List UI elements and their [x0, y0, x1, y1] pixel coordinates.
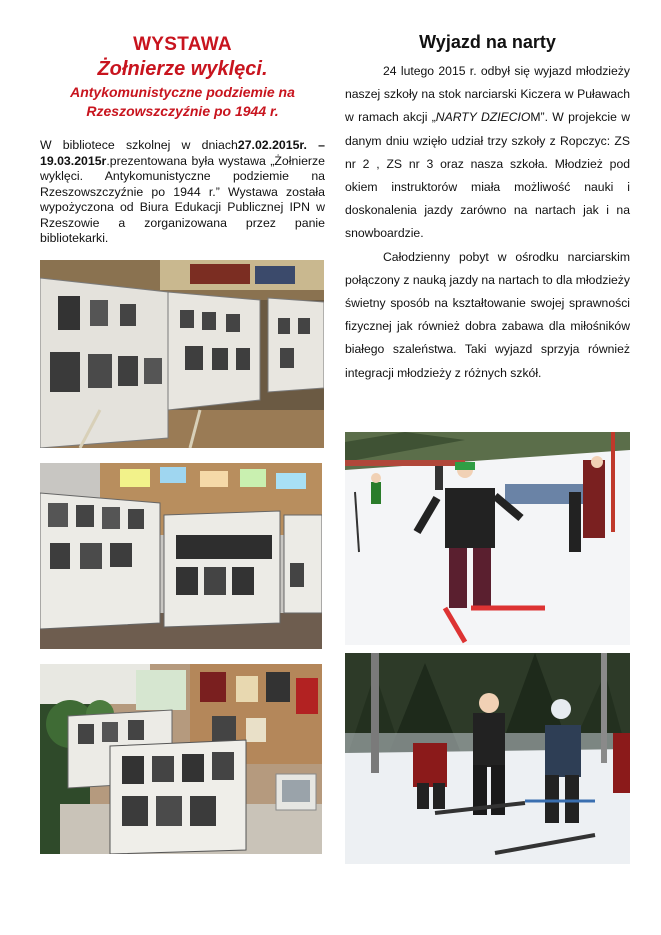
- ski-trip-heading: Wyjazd na narty: [419, 32, 556, 52]
- exhibition-subtitle: [40, 83, 325, 121]
- date-to: 19.03.2015r: [40, 153, 107, 168]
- exhibition-description: [40, 138, 325, 247]
- exhibition-subtitle-line2: Rzeszowszczyźnie po 1944 r.: [86, 103, 279, 119]
- exhibition-photo-3: [40, 664, 322, 854]
- exhibition-text-start: W bibliotece szkolnej w dniach: [40, 138, 238, 152]
- action-name: NARTY DZIECIO: [435, 110, 531, 125]
- exhibition-heading: WYSTAWA: [133, 34, 232, 55]
- exhibition-title: Żołnierze wyklęci.: [97, 58, 268, 80]
- exhibition-photo-1: [40, 260, 324, 448]
- ski-trip-paragraph-1: [345, 60, 630, 246]
- ski-trip-paragraph-2: Całodzienny pobyt w ośrodku narciarskim połączony z nauką jazdy na nartach to dla młodzieży świetny sposób na kształtowanie swojej sprawności fizycznej jak również dobra zabawa dla miłośników białego szaleństwa. Taki wyjazd sprzyja również integracji młodzieży z różnych szkół.: [345, 249, 630, 380]
- exhibition-photo-2: [40, 463, 322, 649]
- ski-trip-article: [345, 60, 630, 385]
- date-dash: –: [306, 138, 325, 152]
- ski-trip-p1-rest: M”. W projekcie w danym dniu wzięło udział trzy szkoły z Ropczyc: ZS nr 2 , ZS nr 3 oraz nasza szkoła. Młodzież pod okiem instruktorów miała możliwość nauki i doskonalenia jazdy zarówno na nartach jak i na snowboardzie.: [345, 110, 630, 241]
- ski-photo-1: [345, 432, 630, 645]
- exhibition-subtitle-line1: Antykomunistyczne podziemie na: [70, 84, 295, 100]
- ski-trip-p1-text: 24 lutego 2015 r. odbył się wyjazd młodzieży naszej szkoły na stok narciarski Kiczera w Puławach w ramach akcji „: [345, 64, 630, 125]
- exhibition-text-rest: .prezentowana była wystawa „Żołnierze wyklęci. Antykomunistyczne podziemie na Rzeszowszczyźnie po 1944 r.” Wystawa została wypożyczona od Biura Edukacji Publicznej IPN w Rzeszowie a zorganizowana przez panie bibliotekarki.: [40, 153, 325, 245]
- ski-photo-2: [345, 653, 630, 864]
- date-from: 27.02.2015r.: [237, 138, 307, 152]
